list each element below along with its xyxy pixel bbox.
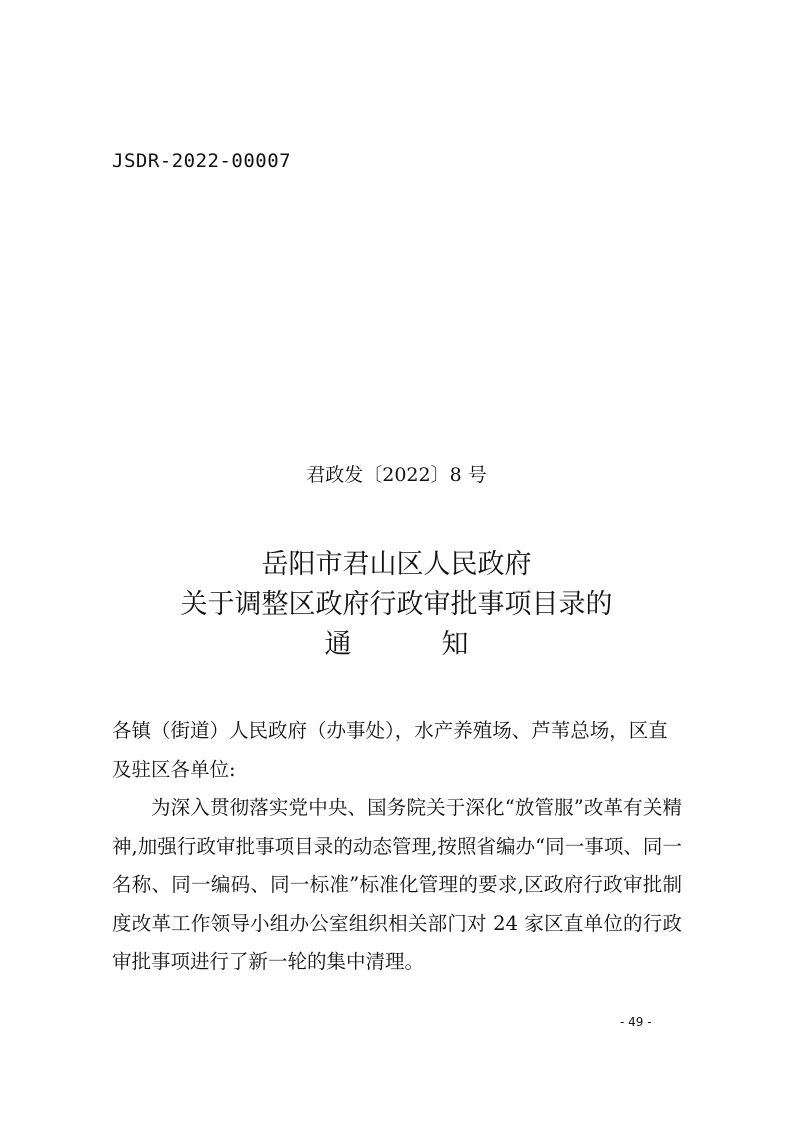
document-title (0, 545, 793, 665)
document-body (112, 712, 682, 982)
title-line-1: 岳阳市君山区人民政府 (261, 549, 532, 580)
body-paragraph-1: 为深入贯彻落实党中央、国务院关于深化“放管服”改革有关精神,加强行政审批事项目录的动态管理,按照省编办“同一事项、同一名称、同一编码、同一标准”标准化管理的要求,区政府行政审批制度改革工作领导小组办公室组织相关部门对 24 家区直单位的行政审批事项进行了新一轮的集中清理。 (112, 796, 682, 973)
title-line-2: 关于调整区政府行政审批事项目录的 (180, 589, 613, 620)
document-code: JSDR-2022-00007 (112, 150, 292, 172)
title-notice-char-1: 通 (324, 629, 352, 660)
title-line-3 (0, 625, 793, 665)
addressee: 各镇（街道）人民政府（办事处），水产养殖场、芦苇总场，区直及驻区各单位: (112, 719, 668, 781)
title-notice-char-2: 知 (441, 629, 469, 660)
page-number: - 49 - (620, 1015, 652, 1029)
document-number: 君政发〔2022〕8 号 (306, 464, 487, 486)
